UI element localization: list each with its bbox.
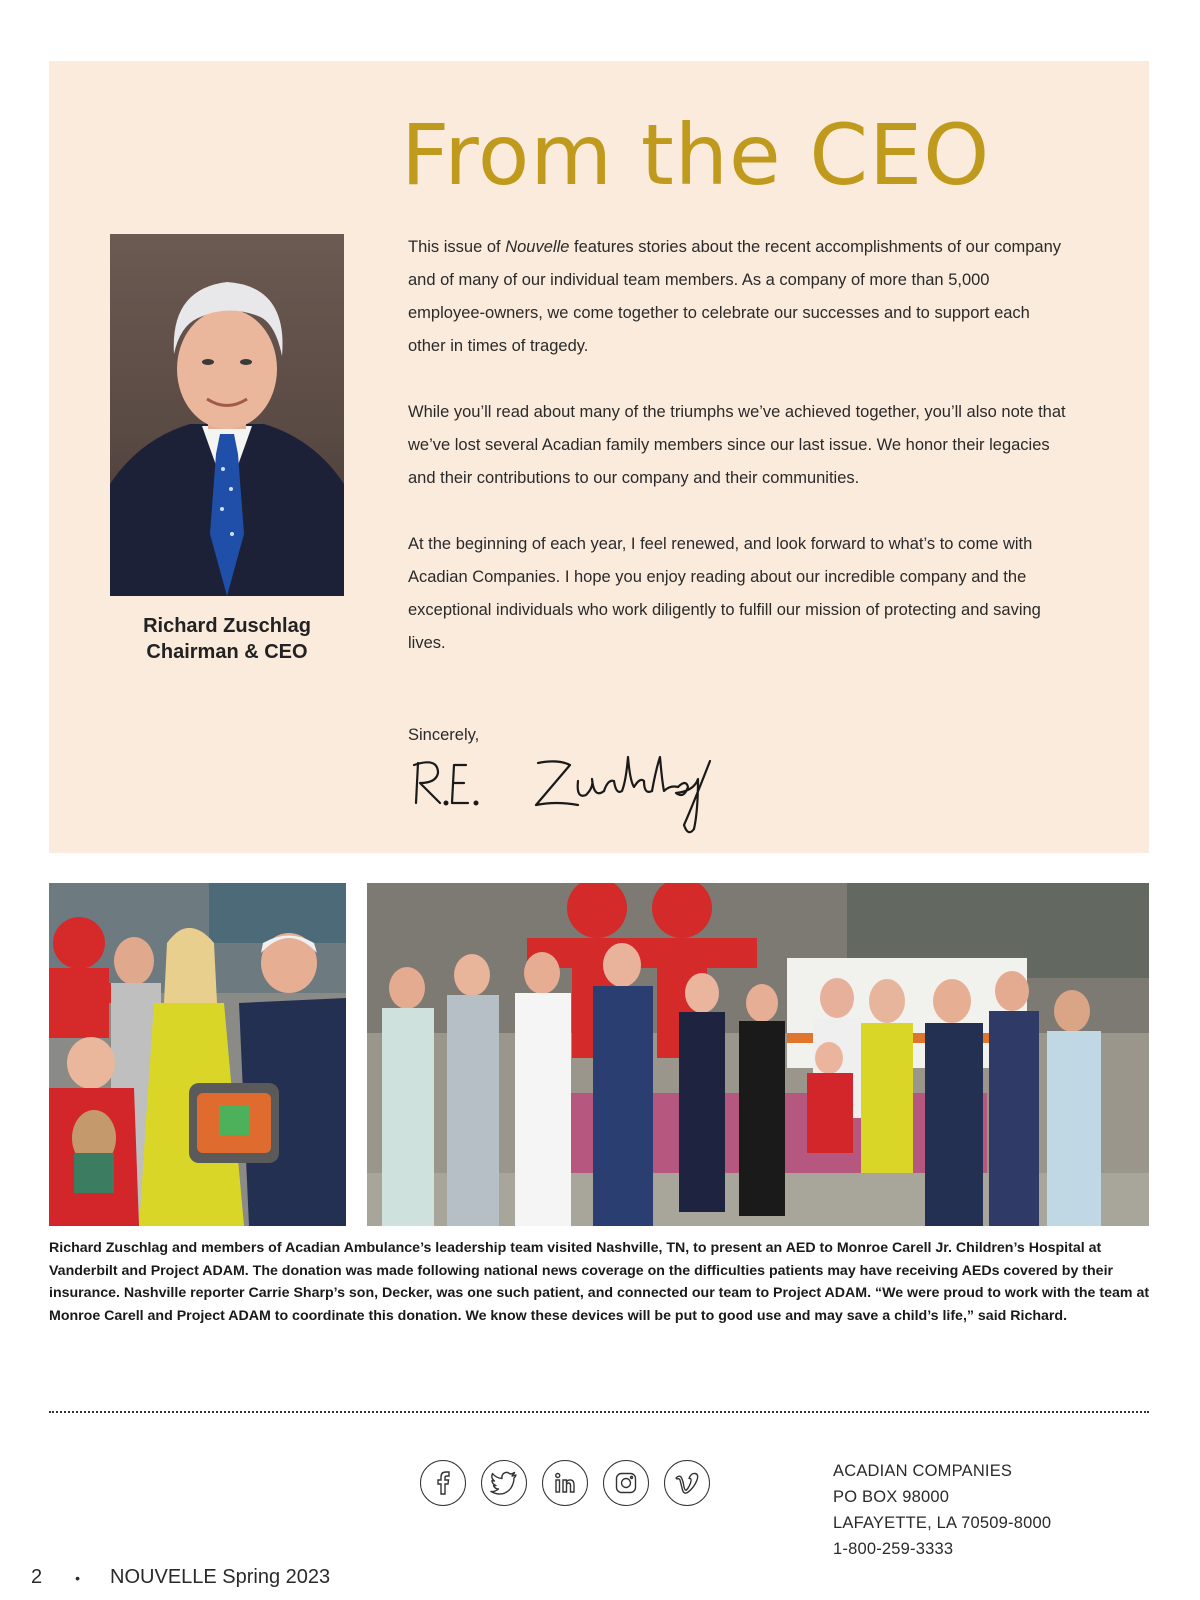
- photo-illustration-right: [367, 883, 1149, 1226]
- phone-number: 1-800-259-3333: [833, 1540, 954, 1558]
- social-links: [420, 1460, 710, 1506]
- letter-paragraph-1: [408, 231, 1068, 363]
- page-title: From the CEO: [401, 106, 991, 204]
- footer-separator: •: [75, 1569, 81, 1586]
- photo-illustration-left: [49, 883, 346, 1226]
- ceo-signature: [408, 751, 728, 846]
- ceo-letter-panel: [49, 61, 1149, 853]
- linkedin-icon[interactable]: [542, 1460, 588, 1506]
- po-box: PO BOX 98000: [833, 1488, 950, 1506]
- city-state-zip: LAFAYETTE, LA 70509-8000: [833, 1514, 1052, 1532]
- para1-text-end: features stories about the recent accomplishments of our company and of many of our individual team members. As a company of more than 5,000 employee-owners, we come together to celebrate our successes and to support each other in times of tragedy.: [408, 238, 1062, 355]
- letter-paragraph-2: While you’ll read about many of the triumphs we’ve achieved together, you’ll also note that we’ve lost several Acadian family members since our last issue. We honor their legacies and their contributions to our company and their communities.: [408, 403, 1066, 487]
- letter-paragraph-3: At the beginning of each year, I feel renewed, and look forward to what’s to come with Acadian Companies. I hope you enjoy reading about our incredible company and the exceptional individuals who work diligently to fulfill our mission of protecting and saving lives.: [408, 535, 1041, 652]
- publication-issue: NOUVELLE Spring 2023: [110, 1566, 331, 1588]
- photo-caption: Richard Zuschlag and members of Acadian Ambulance’s leadership team visited Nashville, TN, to present an AED to Monroe Carell Jr. Children’s Hospital at Vanderbilt and Project ADAM. The donation was made following national news coverage on the difficulties patients may have receiving AEDs covered by their insurance. Nashville reporter Carrie Sharp’s son, Decker, was one such patient, and connected our team to Project ADAM. “We were proud to work with the team at Monroe Carell and Project ADAM to coordinate this donation. We know these devices will be put to good use and may save a child’s life,” said Richard.: [49, 1240, 1150, 1324]
- mailing-address: [833, 1458, 1051, 1562]
- letter-closing: Sincerely,: [408, 726, 480, 744]
- instagram-icon[interactable]: [603, 1460, 649, 1506]
- ceo-portrait-illustration: [110, 234, 344, 596]
- ceo-name: Richard Zuschlag: [143, 615, 311, 637]
- portrait-caption: [89, 613, 365, 665]
- page-footer: [31, 1566, 330, 1589]
- ceo-portrait: [110, 234, 344, 596]
- vimeo-icon[interactable]: [664, 1460, 710, 1506]
- photo-aed-presentation-closeup: [49, 883, 346, 1226]
- twitter-icon[interactable]: [481, 1460, 527, 1506]
- company-name: ACADIAN COMPANIES: [833, 1462, 1013, 1480]
- publication-name: Nouvelle: [505, 238, 570, 256]
- photo-group-at-hospital: [367, 883, 1149, 1226]
- footer-divider: [49, 1411, 1149, 1413]
- signature-mark: [408, 751, 728, 841]
- facebook-icon[interactable]: [420, 1460, 466, 1506]
- letter-body: [408, 231, 1068, 693]
- para1-text-start: This issue of: [408, 238, 506, 256]
- page-number: 2: [31, 1566, 43, 1588]
- ceo-role: Chairman & CEO: [146, 641, 308, 663]
